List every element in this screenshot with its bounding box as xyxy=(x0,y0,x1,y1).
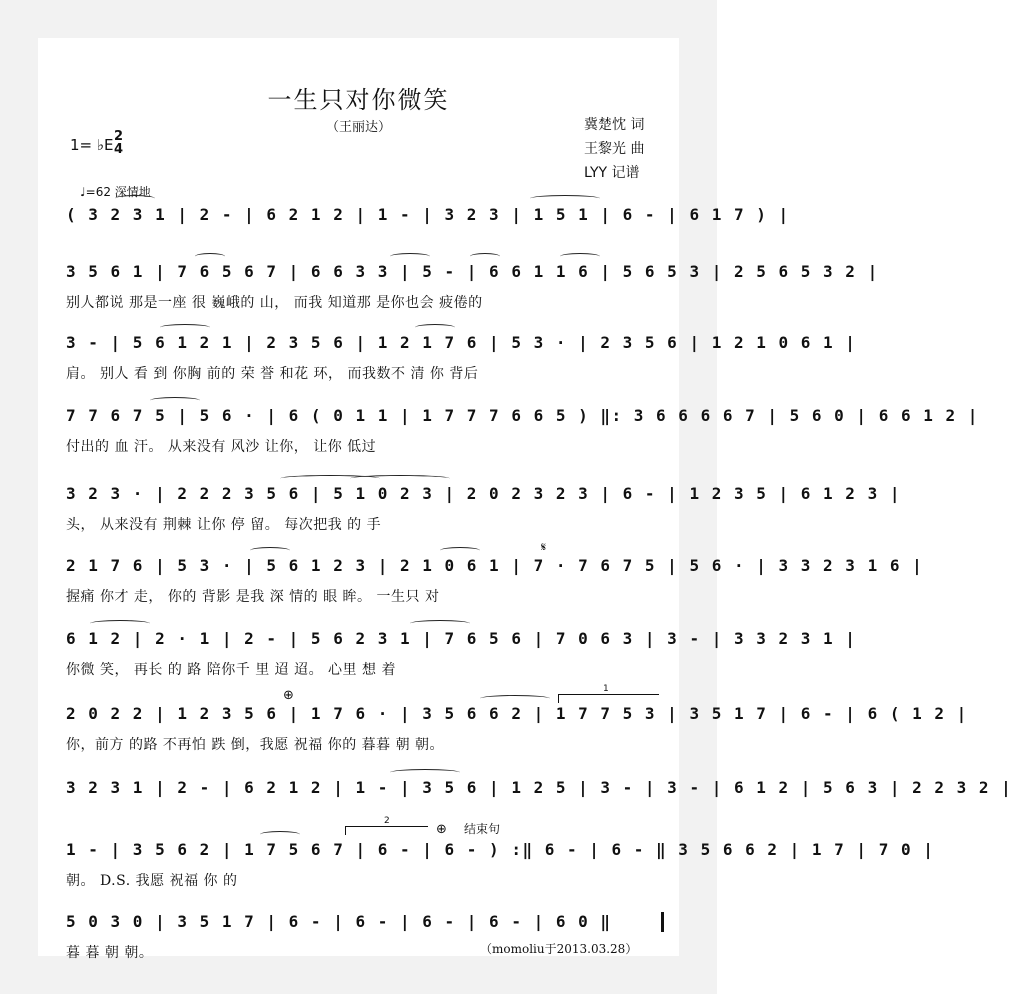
slur-arc xyxy=(530,195,600,202)
coda-sign-2: ⊕ xyxy=(436,822,447,837)
key-signature: 1= ♭E xyxy=(70,136,114,154)
slur-arc xyxy=(560,253,600,260)
tempo-marking: ♩=62 深情地 xyxy=(80,185,151,199)
slur-arc xyxy=(440,547,480,554)
lyrics-line: 握痛 你才 走， 你的 背影 是我 深 情的 眼 眸。 一生只 对 xyxy=(66,589,440,605)
time-signature xyxy=(114,130,123,156)
segno-sign: 𝄋 xyxy=(541,540,547,554)
composer-credit: 王黎光 曲 xyxy=(584,141,645,157)
final-barline xyxy=(661,912,664,932)
slur-arc xyxy=(90,620,150,627)
notation-line: 1 - | 3 5 6 2 | 1 7 5 6 7 | 6 - | 6 - ) :‖ 6 - | 6 - ‖ 3 5 6 6 2 | 1 7 | 7 0 | xyxy=(66,840,935,859)
transcription-note: （momoliu于2013.03.28） xyxy=(480,942,638,956)
lyrics-line: 别人都说 那是一座 很 巍峨的 山， 而我 知道那 是你也会 疲倦的 xyxy=(66,295,483,311)
time-bottom: 4 xyxy=(114,142,124,157)
slur-arc xyxy=(350,475,450,482)
lyrics-line: 付出的 血 汗。 从来没有 风沙 让你， 让你 低过 xyxy=(66,439,377,455)
volta-number: 2 xyxy=(384,816,390,826)
lyrics-line: 你，前方 的路 不再怕 跌 倒，我愿 祝福 你的 暮暮 朝 朝。 xyxy=(66,737,445,753)
lyrics-line: 肩。 别人 看 到 你胸 前的 荣 誉 和花 环， 而我数不 清 你 背后 xyxy=(66,366,479,382)
lyrics-line: 你微 笑， 再长 的 路 陪你千 里 迢 迢。 心里 想 着 xyxy=(66,662,396,678)
notation-line: 3 2 3 · | 2 2 2 3 5 6 | 5 1 0 2 3 | 2 0 2 3 2 3 | 6 - | 1 2 3 5 | 6 1 2 3 | xyxy=(66,484,901,503)
second-ending-bracket xyxy=(345,816,428,835)
song-title: 一生只对你微笑 xyxy=(267,86,450,114)
lyrics-line: 朝。 D.S. 我愿 祝福 你 的 xyxy=(66,873,238,889)
notation-line: 5 0 3 0 | 3 5 1 7 | 6 - | 6 - | 6 - | 6 - | 6 0 ‖ xyxy=(66,912,612,931)
slur-arc xyxy=(480,695,550,702)
slur-arc xyxy=(470,253,500,260)
ending-phrase-label: 结束句 xyxy=(464,822,501,836)
notation-line: ( 3 2 3 1 | 2 - | 6 2 1 2 | 1 - | 3 2 3 | 1 5 1 | 6 - | 6 1 7 ) | xyxy=(66,205,790,224)
notation-line: 3 5 6 1 | 7 6 5 6 7 | 6 6 3 3 | 5 - | 6 6 1 1 6 | 5 6 5 3 | 2 5 6 5 3 2 | xyxy=(66,262,879,281)
slur-arc xyxy=(115,195,155,202)
slur-arc xyxy=(195,253,225,260)
volta-number: 1 xyxy=(603,684,609,694)
notation-line: 6 1 2 | 2 · 1 | 2 - | 5 6 2 3 1 | 7 6 5 6 | 7 0 6 3 | 3 - | 3 3 2 3 1 | xyxy=(66,629,857,648)
slur-arc xyxy=(260,831,300,838)
notation-line: 7 7 6 7 5 | 5 6 · | 6 ( 0 1 1 | 1 7 7 7 6 6 5 ) ‖: 3 6 6 6 6 7 | 5 6 0 | 6 6 1 2 | xyxy=(66,406,979,425)
lyrics-line: 暮 暮 朝 朝。 xyxy=(66,945,154,961)
slur-arc xyxy=(150,397,200,404)
lyricist-credit: 冀楚忱 词 xyxy=(584,117,645,133)
slur-arc xyxy=(160,324,210,331)
lyrics-line: 头， 从来没有 荆棘 让你 停 留。 每次把我 的 手 xyxy=(66,517,382,533)
notation-line: 2 1 7 6 | 5 3 · | 5 6 1 2 3 | 2 1 0 6 1 | 7 · 7 6 7 5 | 5 6 · | 3 3 2 3 1 6 | xyxy=(66,556,924,575)
coda-sign: ⊕ xyxy=(283,688,294,703)
slur-arc xyxy=(390,769,460,776)
notation-line: 3 2 3 1 | 2 - | 6 2 1 2 | 1 - | 3 5 6 | 1 2 5 | 3 - | 3 - | 6 1 2 | 5 6 3 | 2 2 3 2 | xyxy=(66,778,1012,797)
slur-arc xyxy=(410,620,470,627)
slur-arc xyxy=(415,324,455,331)
transcriber-credit: LYY 记谱 xyxy=(584,165,640,181)
slur-arc xyxy=(250,547,290,554)
notation-line: 2 0 2 2 | 1 2 3 5 6 | 1 7 6 · | 3 5 6 6 2 | 1 7 7 5 3 | 3 5 1 7 | 6 - | 6 ( 1 2 | xyxy=(66,704,968,723)
time-top: 2 xyxy=(114,129,124,144)
singer-name: （王丽达） xyxy=(325,120,391,135)
notation-line: 3 - | 5 6 1 2 1 | 2 3 5 6 | 1 2 1 7 6 | 5 3 · | 2 3 5 6 | 1 2 1 0 6 1 | xyxy=(66,333,857,352)
slur-arc xyxy=(390,253,430,260)
first-ending-bracket xyxy=(558,684,659,703)
